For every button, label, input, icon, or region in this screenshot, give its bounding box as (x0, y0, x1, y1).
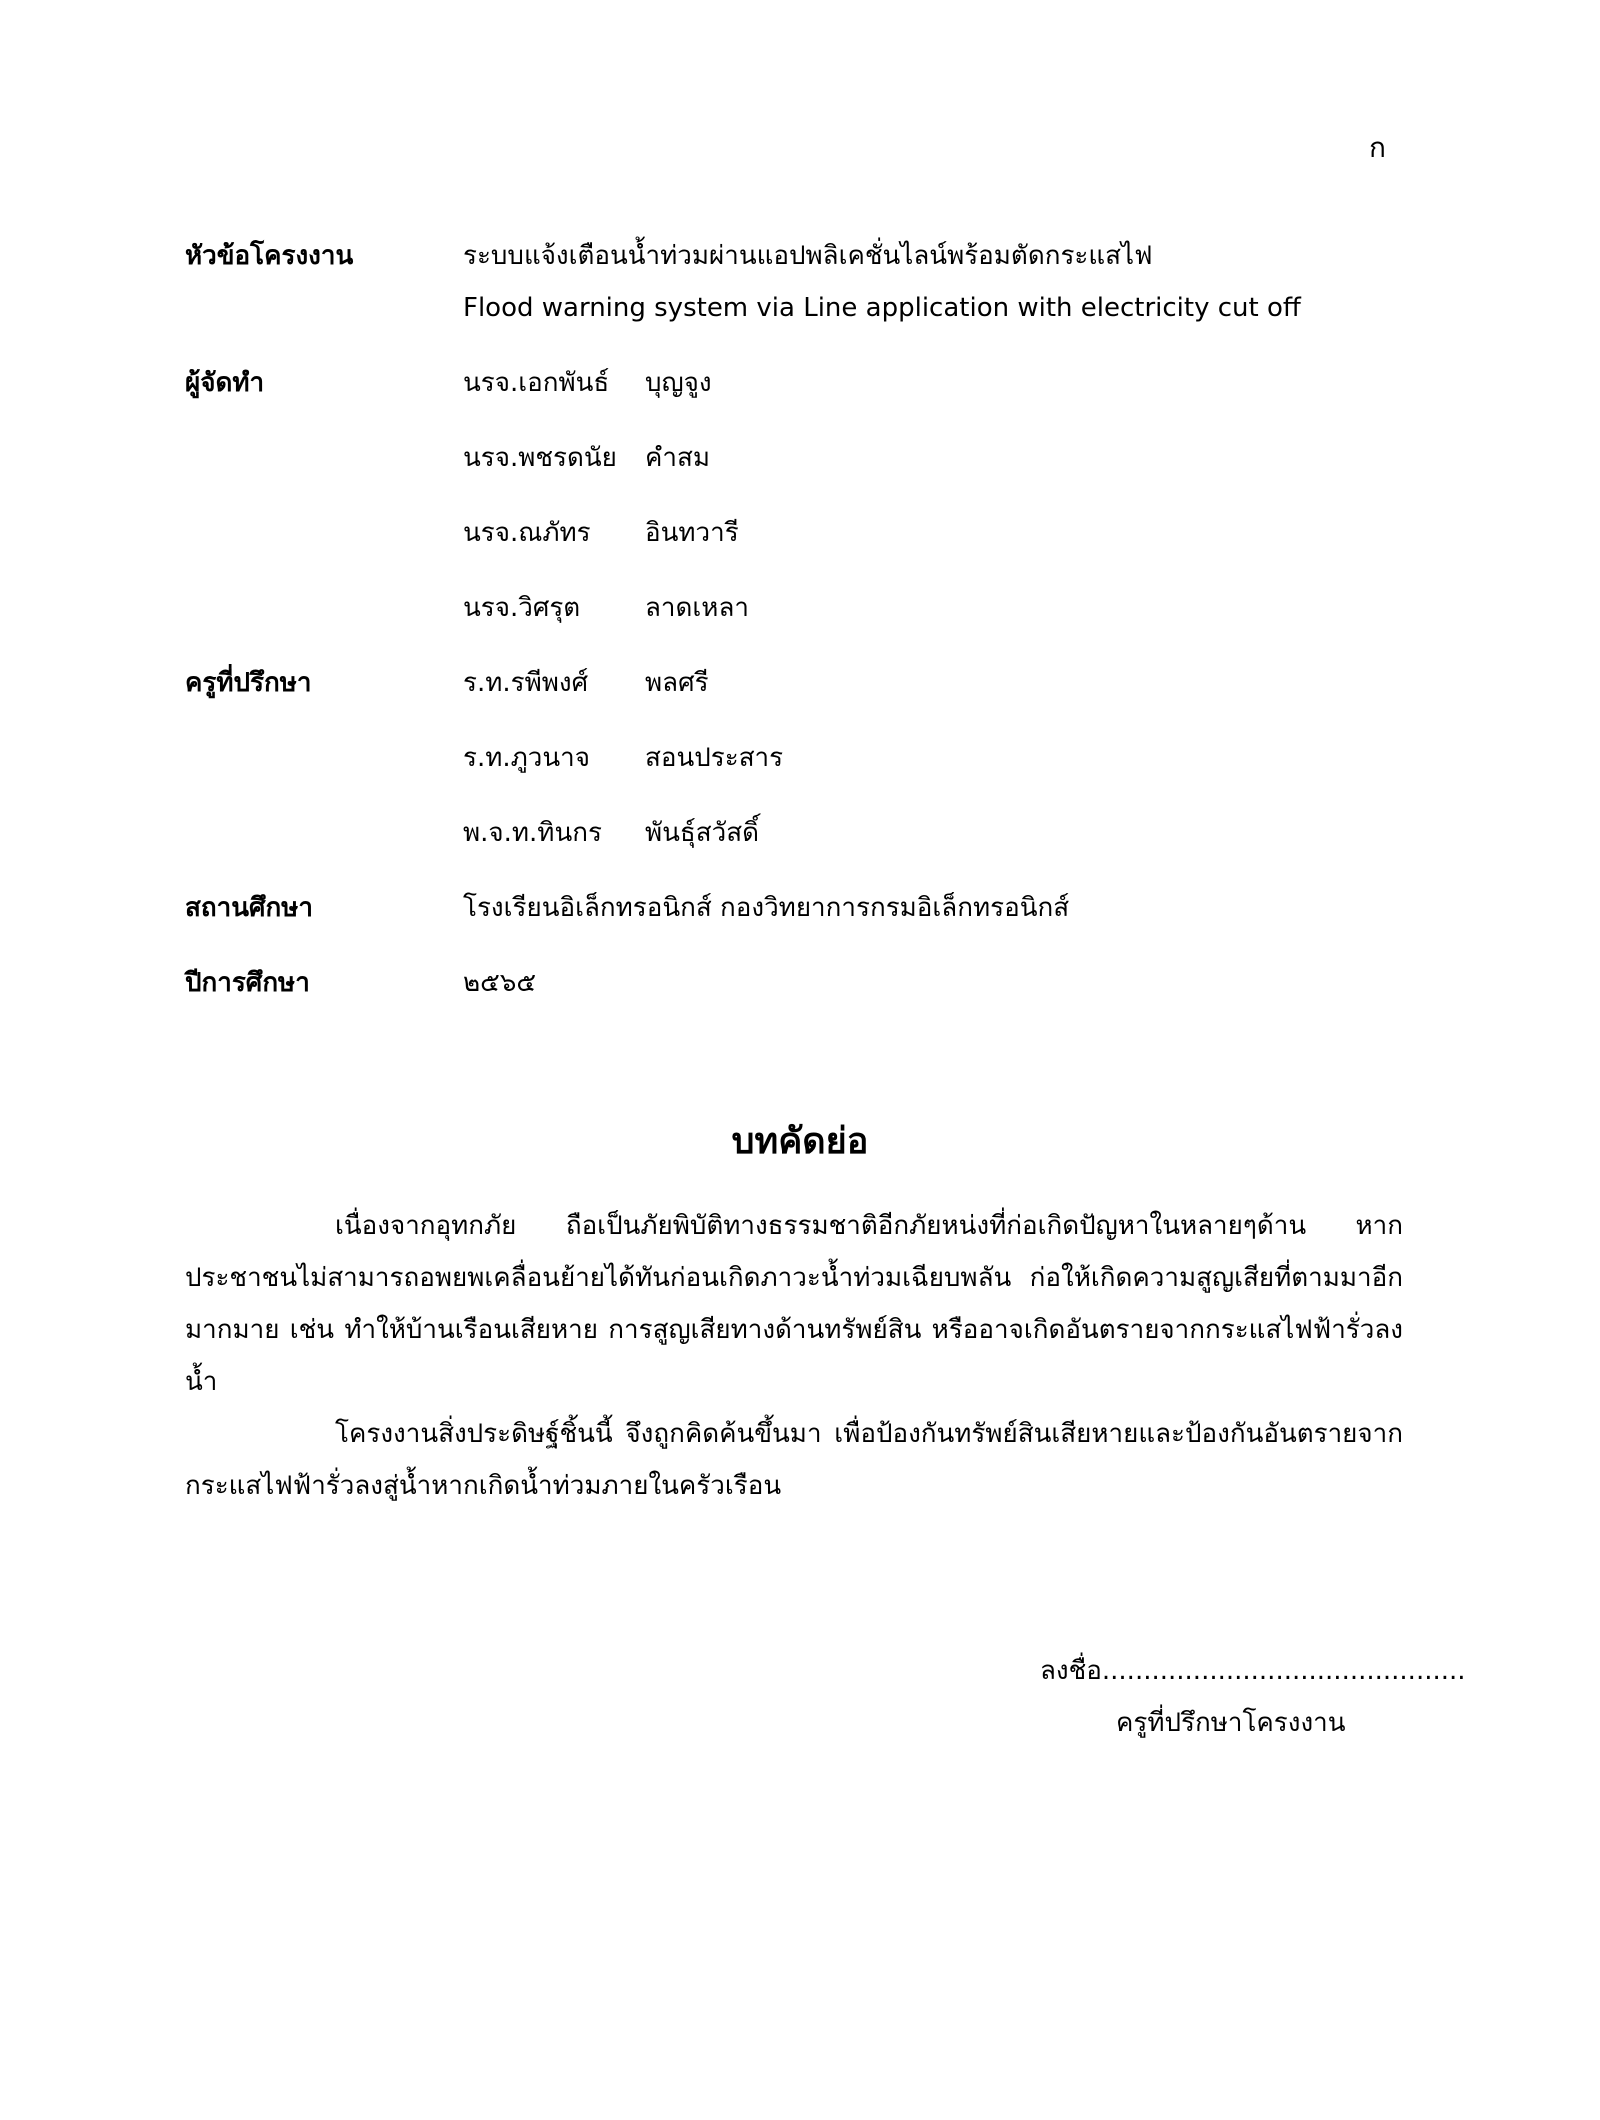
author-surname: บุญจูง (645, 368, 712, 398)
institution-label: สถานศึกษา (185, 893, 313, 923)
academic-year-row (185, 957, 1405, 1009)
advisors-label: ครูที่ปรึกษา (185, 668, 312, 698)
authors-row (185, 357, 1405, 657)
signature-line: ลงชื่อ............................................ (1040, 1656, 1466, 1686)
author-name: นรจ.วิศรุต (463, 593, 581, 623)
academic-year-label: ปีการศึกษา (185, 968, 310, 998)
abstract-paragraph: เนื่องจากอุทกภัย ถือเป็นภัยพิบัติทางธรรมชาติอีกภัยหน่งที่ก่อเกิดปัญหาในหลายๆด้าน หากประชาชนไม่สามารถอพยพเคลื่อนย้ายได้ทันก่อนเกิดภาวะน้ำท่วมเฉียบพลัน ก่อให้เกิดความสูญเสียที่ตามมาอีกมากมาย เช่น ทำให้บ้านเรือนเสียหาย การสูญเสียทางด้านทรัพย์สิน หรืออาจเกิดอันตรายจากกระแสไฟฟ้ารั่วลงน้ำ (185, 1211, 1403, 1397)
institution-values (463, 882, 1405, 934)
signature-caption: ครูที่ปรึกษาโครงงาน (1116, 1708, 1346, 1738)
advisor-surname: พลศรี (645, 668, 709, 698)
advisors-list (463, 657, 1405, 882)
authors-label: ผู้จัดทำ (185, 368, 265, 398)
advisor-name: ร.ท.ภูวนาจ (463, 743, 590, 773)
academic-year-values (463, 957, 1405, 1009)
advisor-surname: พันธุ์สวัสดิ์ (645, 818, 760, 848)
author-name: นรจ.พชรดนัย (463, 443, 617, 473)
project-title-label: หัวข้อโครงงาน (185, 241, 354, 271)
academic-year-value: ๒๕๖๕ (463, 968, 536, 998)
advisor-surname: สอนประสาร (645, 743, 784, 773)
advisor-name: ร.ท.รพีพงศ์ (463, 668, 589, 698)
author-entry (463, 432, 1405, 507)
author-entry (463, 507, 1405, 582)
authors-list (463, 357, 1405, 657)
project-title-values (463, 230, 1405, 334)
page-number: ก (1369, 131, 1386, 164)
project-title-english: Flood warning system via Line application with electricity cut off (463, 293, 1301, 323)
abstract-title: บทคัดย่อ (731, 1121, 869, 1162)
project-title-thai: ระบบแจ้งเตือนน้ำท่วมผ่านแอปพลิเคชั่นไลน์พร้อมตัดกระแสไฟ (463, 241, 1153, 271)
author-name: นรจ.เอกพันธ์ (463, 368, 610, 398)
project-title-row (185, 230, 1405, 334)
author-name: นรจ.ณภัทร (463, 518, 591, 548)
author-entry (463, 357, 1405, 432)
signature-block (1040, 1645, 1466, 1749)
advisor-name: พ.จ.ท.ทินกร (463, 818, 602, 848)
author-surname: อินทวารี (645, 518, 739, 548)
institution-value: โรงเรียนอิเล็กทรอนิกส์ กองวิทยาการกรมอิเล็กทรอนิกส์ (463, 893, 1070, 923)
author-surname: ลาดเหลา (645, 593, 749, 623)
abstract-paragraph: โครงงานสิ่งประดิษฐ์ชิ้นนี้ จึงถูกคิดค้นขึ้นมา เพื่อป้องกันทรัพย์สินเสียหายและป้องกันอันตรายจากกระแสไฟฟ้ารั่วลงสู่น้ำหากเกิดน้ำท่วมภายในครัวเรือน (185, 1419, 1403, 1501)
advisor-entry (463, 657, 1405, 732)
advisors-row (185, 657, 1405, 882)
author-entry (463, 582, 1405, 657)
author-surname: คำสม (645, 443, 710, 473)
institution-row (185, 882, 1405, 934)
project-info-table (185, 230, 1405, 1009)
advisor-entry (463, 732, 1405, 807)
advisor-entry (463, 807, 1405, 882)
abstract-body (185, 1200, 1403, 1512)
